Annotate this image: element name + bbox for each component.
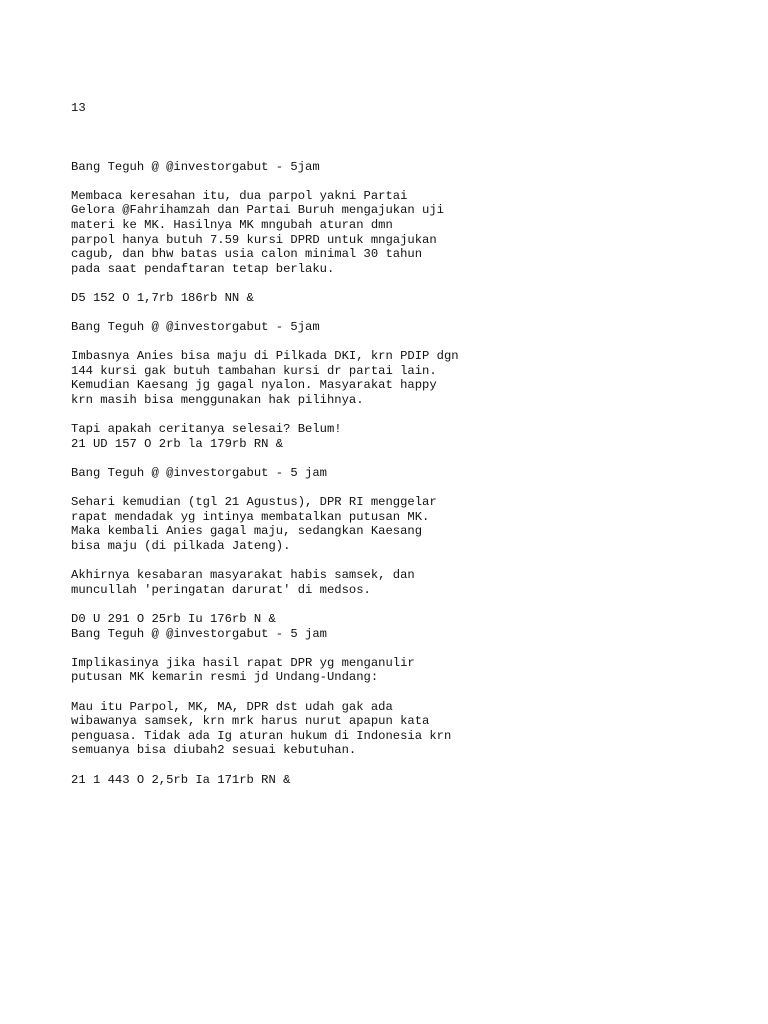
text-line: Akhirnya kesabaran masyarakat habis samsek, dan [71, 568, 415, 583]
text-line: 21 1 443 O 2,5rb Ia 171rb RN & [71, 772, 291, 787]
text-line: 21 UD 157 O 2rb la 179rb RN & [71, 436, 284, 451]
text-line: Tapi apakah ceritanya selesai? Belum! [71, 422, 342, 437]
document-page [71, 72, 731, 802]
post-header [71, 466, 731, 481]
paragraph-gap [71, 306, 731, 321]
text-line: semuanya bisa diubah2 sesuai kebutuhan. [71, 743, 357, 758]
text-line: Imbasnya Anies bisa maju di Pilkada DKI, krn PDIP dgn [71, 349, 459, 364]
text-line: Mau itu Parpol, MK, MA, DPR dst udah gak ada [71, 699, 393, 714]
post-paragraph [71, 495, 731, 553]
post-header [71, 320, 731, 335]
text-line: penguasa. Tidak ada Ig aturan hukum di Indonesia krn [71, 728, 452, 743]
post-paragraph [71, 656, 731, 685]
text-line: pada saat pendaftaran tetap berlaku. [71, 261, 335, 276]
text-line: Bang Teguh @ @investorgabut - 5jam [71, 320, 320, 335]
text-line: wibawanya samsek, krn mrk harus nurut apapun kata [71, 714, 430, 729]
text-line: bisa maju (di pilkada Jateng). [71, 539, 291, 553]
paragraph-gap [71, 276, 731, 291]
text-line: cagub, dan bhw batas usia calon minimal 30 tahun [71, 247, 423, 262]
post-paragraph [71, 349, 731, 407]
text-line: Membaca keresahan itu, dua parpol yakni Partai [71, 188, 408, 203]
post-header [71, 160, 731, 175]
text-line: Sehari kemudian (tgl 21 Agustus), DPR RI menggelar [71, 495, 437, 510]
paragraph-gap [71, 481, 731, 496]
text-line: Gelora @Fahrihamzah dan Partai Buruh mengajukan uji [71, 203, 444, 218]
paragraph-gap [71, 758, 731, 773]
page-number: 13 [71, 101, 86, 116]
text-line: 144 kursi gak butuh tambahan kursi dr partai lain. [71, 363, 437, 378]
document-body [71, 145, 731, 787]
post-paragraph [71, 422, 731, 451]
paragraph-gap [71, 597, 731, 612]
text-line: materi ke MK. Hasilnya MK mngubah aturan dmn [71, 217, 393, 232]
paragraph-gap [71, 554, 731, 569]
text-line: Kemudian Kaesang jg gagal nyalon. Masyarakat happy [71, 378, 437, 393]
paragraph-gap [71, 641, 731, 656]
text-line: Bang Teguh @ @investorgabut - 5 jam [71, 626, 327, 641]
post-paragraph [71, 700, 731, 758]
paragraph-gap [71, 451, 731, 466]
text-line: Bang Teguh @ @investorgabut - 5jam [71, 159, 320, 174]
paragraph-gap [71, 335, 731, 350]
text-line: putusan MK kemarin resmi jd Undang-Undang: [71, 670, 379, 685]
text-line: Bang Teguh @ @investorgabut - 5 jam [71, 466, 327, 481]
paragraph-gap [71, 174, 731, 189]
post-paragraph [71, 568, 731, 597]
post-stats [71, 291, 731, 306]
paragraph-gap [71, 408, 731, 423]
paragraph-gap [71, 685, 731, 700]
post-stats [71, 612, 731, 641]
post-paragraph [71, 189, 731, 277]
text-line: krn masih bisa menggunakan hak pilihnya. [71, 393, 364, 408]
text-line: D5 152 O 1,7rb 186rb NN & [71, 290, 254, 305]
text-line: Maka kembali Anies gagal maju, sedangkan Kaesang [71, 524, 423, 539]
text-line: Implikasinya jika hasil rapat DPR yg menganulir [71, 655, 415, 670]
post-stats [71, 773, 731, 788]
text-line: rapat mendadak yg intinya membatalkan putusan MK. [71, 509, 430, 524]
text-line: D0 U 291 O 25rb Iu 176rb N & [71, 611, 276, 626]
text-line: muncullah 'peringatan darurat' di medsos. [71, 582, 371, 597]
text-line: parpol hanya butuh 7.59 kursi DPRD untuk mngajukan [71, 232, 437, 247]
paragraph-gap [71, 145, 731, 160]
